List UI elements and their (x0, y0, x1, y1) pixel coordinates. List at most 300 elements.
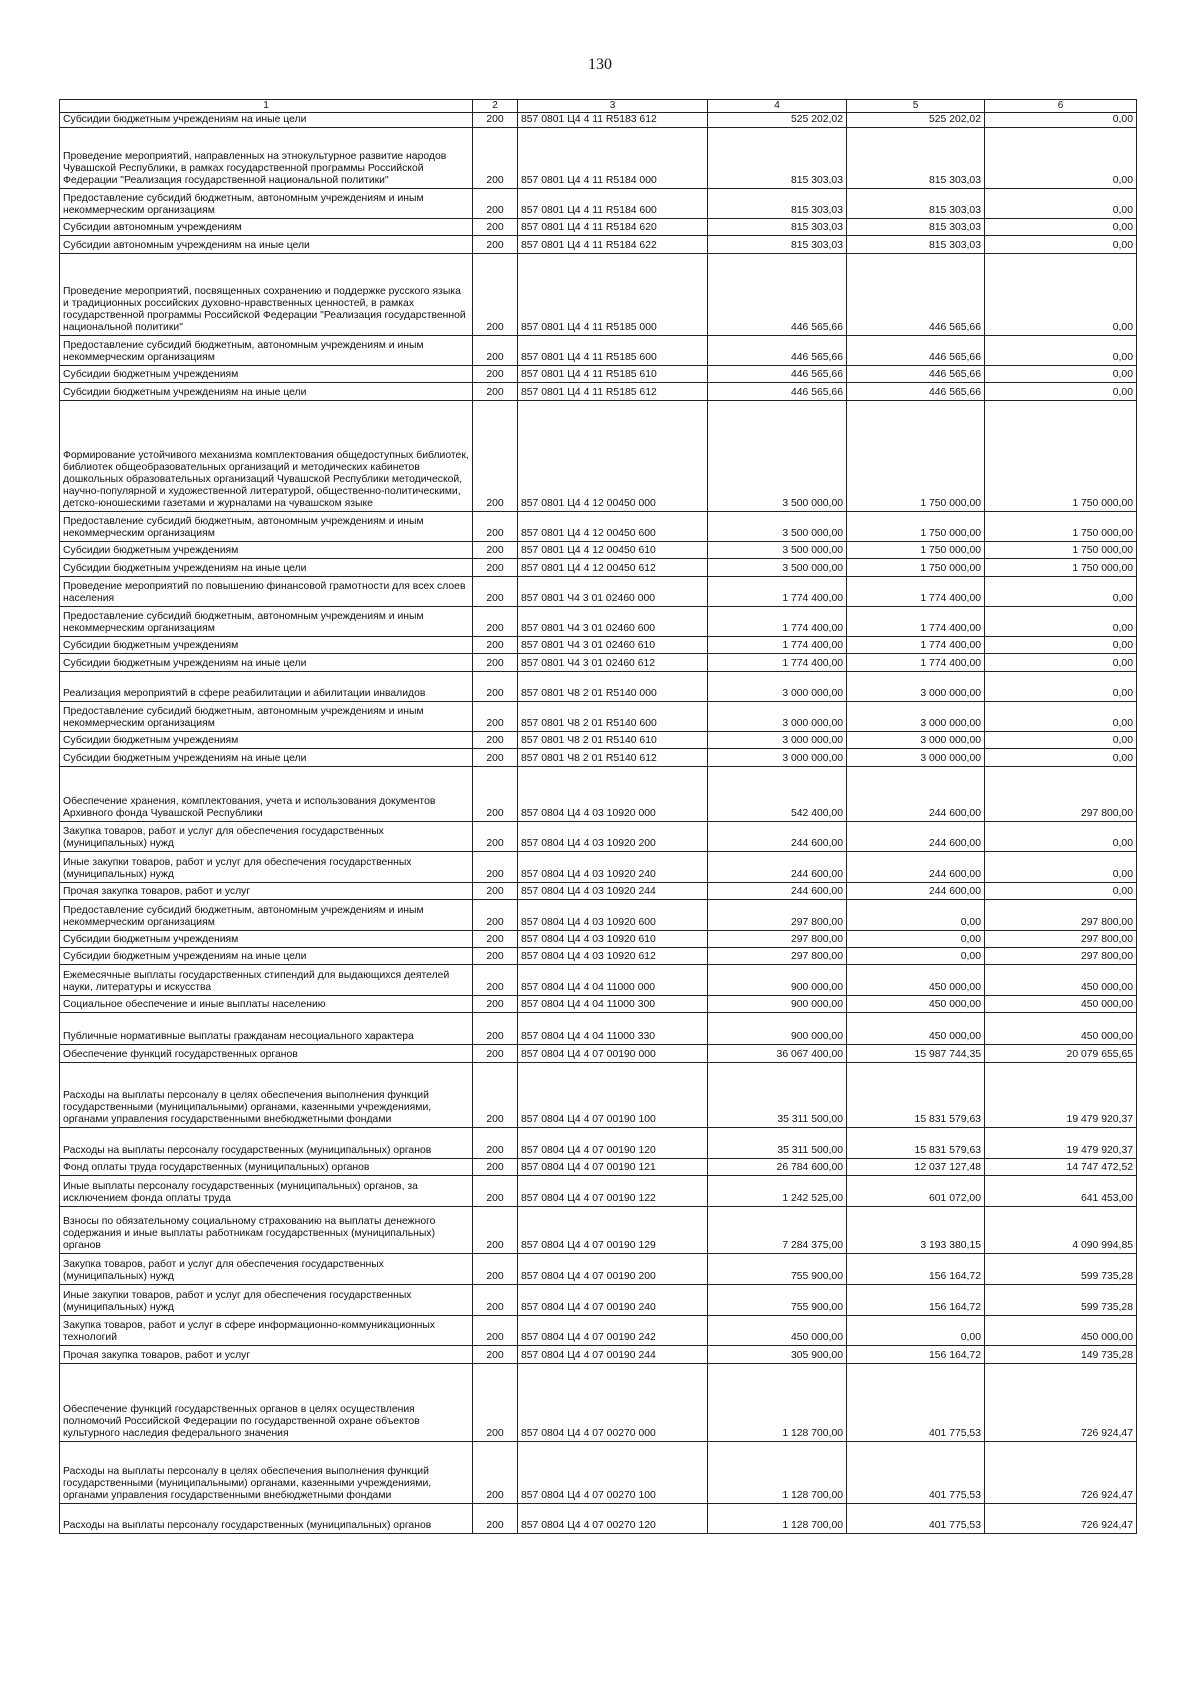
table-row (60, 948, 1137, 965)
amount-col4: 450 000,00 (708, 1316, 847, 1346)
source-code: 200 (473, 654, 518, 672)
amount-col6: 0,00 (985, 189, 1137, 219)
item-name: Предоставление субсидий бюджетным, автономным учреждениям и иным некоммерческим организациям (60, 512, 473, 542)
item-name: Предоставление субсидий бюджетным, автономным учреждениям и иным некоммерческим организациям (60, 702, 473, 732)
item-name: Ежемесячные выплаты государственных стипендий для выдающихся деятелей науки, литературы и искусства (60, 965, 473, 996)
source-code: 200 (473, 1207, 518, 1254)
item-name: Прочая закупка товаров, работ и услуг (60, 883, 473, 900)
table-row (60, 1063, 1137, 1128)
item-name: Закупка товаров, работ и услуг в сфере информационно-коммуникационных технологий (60, 1316, 473, 1346)
source-code: 200 (473, 559, 518, 577)
classification-code: 857 0804 Ц4 4 07 00190 100 (518, 1063, 708, 1128)
amount-col4: 446 565,66 (708, 366, 847, 383)
classification-code: 857 0801 Ц4 4 12 00450 600 (518, 512, 708, 542)
amount-col5: 601 072,00 (847, 1176, 985, 1207)
source-code: 200 (473, 366, 518, 383)
item-name: Расходы на выплаты персоналу государственных (муниципальных) органов (60, 1504, 473, 1534)
item-name: Субсидии бюджетным учреждениям на иные цели (60, 383, 473, 401)
source-code: 200 (473, 1346, 518, 1364)
source-code: 200 (473, 542, 518, 559)
source-code: 200 (473, 931, 518, 948)
amount-col5: 525 202,02 (847, 113, 985, 128)
item-name: Субсидии автономным учреждениям (60, 219, 473, 236)
table-row (60, 1346, 1137, 1364)
amount-col5: 1 750 000,00 (847, 559, 985, 577)
amount-col5: 1 774 400,00 (847, 577, 985, 607)
item-name: Расходы на выплаты персоналу государственных (муниципальных) органов (60, 1128, 473, 1159)
source-code: 200 (473, 383, 518, 401)
column-header-4: 4 (708, 100, 847, 113)
amount-col5: 446 565,66 (847, 336, 985, 366)
source-code: 200 (473, 672, 518, 702)
classification-code: 857 0804 Ц4 4 03 10920 240 (518, 852, 708, 883)
amount-col4: 35 311 500,00 (708, 1128, 847, 1159)
amount-col6: 0,00 (985, 637, 1137, 654)
item-name: Фонд оплаты труда государственных (муниципальных) органов (60, 1159, 473, 1176)
classification-code: 857 0804 Ц4 4 03 10920 000 (518, 767, 708, 822)
item-name: Расходы на выплаты персоналу в целях обеспечения выполнения функций государственными (муниципальными) органами, казенными учреждениями, органами управления государственными внебюджетными фондами (60, 1063, 473, 1128)
amount-col6: 0,00 (985, 113, 1137, 128)
amount-col6: 0,00 (985, 672, 1137, 702)
classification-code: 857 0801 Ц4 4 11 R5183 612 (518, 113, 708, 128)
table-row (60, 996, 1137, 1013)
amount-col6: 0,00 (985, 883, 1137, 900)
table-row (60, 702, 1137, 732)
amount-col4: 1 128 700,00 (708, 1442, 847, 1504)
amount-col5: 0,00 (847, 900, 985, 931)
amount-col4: 525 202,02 (708, 113, 847, 128)
table-row (60, 1013, 1137, 1045)
source-code: 200 (473, 236, 518, 254)
amount-col4: 815 303,03 (708, 128, 847, 189)
item-name: Субсидии автономным учреждениям на иные цели (60, 236, 473, 254)
item-name: Закупка товаров, работ и услуг для обеспечения государственных (муниципальных) нужд (60, 1254, 473, 1285)
classification-code: 857 0804 Ц4 4 07 00270 120 (518, 1504, 708, 1534)
source-code: 200 (473, 702, 518, 732)
page-number: 130 (588, 56, 612, 73)
source-code: 200 (473, 219, 518, 236)
amount-col4: 3 500 000,00 (708, 401, 847, 512)
amount-col4: 3 500 000,00 (708, 542, 847, 559)
amount-col6: 297 800,00 (985, 900, 1137, 931)
source-code: 200 (473, 822, 518, 852)
amount-col6: 450 000,00 (985, 1316, 1137, 1346)
source-code: 200 (473, 900, 518, 931)
amount-col5: 156 164,72 (847, 1285, 985, 1316)
amount-col5: 15 987 744,35 (847, 1045, 985, 1063)
amount-col6: 599 735,28 (985, 1285, 1137, 1316)
table-row (60, 852, 1137, 883)
amount-col4: 446 565,66 (708, 383, 847, 401)
source-code: 200 (473, 1316, 518, 1346)
source-code: 200 (473, 128, 518, 189)
table-row (60, 883, 1137, 900)
amount-col6: 1 750 000,00 (985, 512, 1137, 542)
classification-code: 857 0804 Ц4 4 03 10920 244 (518, 883, 708, 900)
classification-code: 857 0804 Ц4 4 03 10920 612 (518, 948, 708, 965)
amount-col5: 3 000 000,00 (847, 732, 985, 749)
classification-code: 857 0804 Ц4 4 07 00190 121 (518, 1159, 708, 1176)
column-header-6: 6 (985, 100, 1137, 113)
classification-code: 857 0801 Ц4 4 11 R5184 000 (518, 128, 708, 189)
classification-code: 857 0801 Ц4 4 11 R5184 600 (518, 189, 708, 219)
classification-code: 857 0801 Ч4 3 01 02460 612 (518, 654, 708, 672)
table-row (60, 401, 1137, 512)
source-code: 200 (473, 1013, 518, 1045)
item-name: Субсидии бюджетным учреждениям (60, 732, 473, 749)
item-name: Иные выплаты персоналу государственных (муниципальных) органов, за исключением фонда оплаты труда (60, 1176, 473, 1207)
amount-col6: 0,00 (985, 702, 1137, 732)
amount-col5: 1 774 400,00 (847, 607, 985, 637)
amount-col4: 7 284 375,00 (708, 1207, 847, 1254)
source-code: 200 (473, 749, 518, 767)
amount-col4: 900 000,00 (708, 965, 847, 996)
classification-code: 857 0801 Ц4 4 11 R5184 622 (518, 236, 708, 254)
amount-col5: 244 600,00 (847, 767, 985, 822)
source-code: 200 (473, 1176, 518, 1207)
source-code: 200 (473, 767, 518, 822)
table-row (60, 336, 1137, 366)
table-row (60, 1504, 1137, 1534)
amount-col5: 3 000 000,00 (847, 749, 985, 767)
source-code: 200 (473, 996, 518, 1013)
amount-col6: 0,00 (985, 577, 1137, 607)
amount-col5: 1 750 000,00 (847, 512, 985, 542)
amount-col4: 3 000 000,00 (708, 672, 847, 702)
table-row (60, 1045, 1137, 1063)
classification-code: 857 0804 Ц4 4 04 11000 300 (518, 996, 708, 1013)
amount-col5: 815 303,03 (847, 189, 985, 219)
amount-col5: 244 600,00 (847, 822, 985, 852)
source-code: 200 (473, 1504, 518, 1534)
amount-col4: 297 800,00 (708, 948, 847, 965)
classification-code: 857 0804 Ц4 4 03 10920 200 (518, 822, 708, 852)
amount-col6: 1 750 000,00 (985, 401, 1137, 512)
source-code: 200 (473, 113, 518, 128)
classification-code: 857 0801 Ц4 4 11 R5185 610 (518, 366, 708, 383)
table-row (60, 1316, 1137, 1346)
classification-code: 857 0801 Ц4 4 11 R5185 612 (518, 383, 708, 401)
amount-col6: 0,00 (985, 749, 1137, 767)
amount-col5: 1 750 000,00 (847, 542, 985, 559)
item-name: Предоставление субсидий бюджетным, автономным учреждениям и иным некоммерческим организациям (60, 336, 473, 366)
amount-col5: 244 600,00 (847, 883, 985, 900)
source-code: 200 (473, 1364, 518, 1442)
amount-col5: 3 000 000,00 (847, 702, 985, 732)
amount-col4: 26 784 600,00 (708, 1159, 847, 1176)
amount-col5: 244 600,00 (847, 852, 985, 883)
table-row (60, 732, 1137, 749)
source-code: 200 (473, 637, 518, 654)
amount-col5: 1 774 400,00 (847, 654, 985, 672)
amount-col4: 35 311 500,00 (708, 1063, 847, 1128)
classification-code: 857 0804 Ц4 4 07 00190 244 (518, 1346, 708, 1364)
amount-col5: 401 775,53 (847, 1442, 985, 1504)
table-row (60, 1254, 1137, 1285)
header-row (60, 100, 1137, 113)
classification-code: 857 0804 Ц4 4 07 00190 000 (518, 1045, 708, 1063)
amount-col5: 12 037 127,48 (847, 1159, 985, 1176)
column-header-3: 3 (518, 100, 708, 113)
amount-col5: 450 000,00 (847, 1013, 985, 1045)
table-row (60, 219, 1137, 236)
item-name: Предоставление субсидий бюджетным, автономным учреждениям и иным некоммерческим организациям (60, 607, 473, 637)
classification-code: 857 0804 Ц4 4 03 10920 610 (518, 931, 708, 948)
source-code: 200 (473, 883, 518, 900)
item-name: Предоставление субсидий бюджетным, автономным учреждениям и иным некоммерческим организациям (60, 189, 473, 219)
amount-col4: 755 900,00 (708, 1254, 847, 1285)
amount-col5: 815 303,03 (847, 219, 985, 236)
classification-code: 857 0804 Ц4 4 07 00270 000 (518, 1364, 708, 1442)
amount-col4: 815 303,03 (708, 219, 847, 236)
item-name: Субсидии бюджетным учреждениям (60, 366, 473, 383)
item-name: Прочая закупка товаров, работ и услуг (60, 1346, 473, 1364)
amount-col6: 20 079 655,65 (985, 1045, 1137, 1063)
classification-code: 857 0804 Ц4 4 04 11000 000 (518, 965, 708, 996)
table-row (60, 366, 1137, 383)
amount-col4: 244 600,00 (708, 883, 847, 900)
table-row (60, 113, 1137, 128)
amount-col4: 446 565,66 (708, 254, 847, 336)
table-row (60, 383, 1137, 401)
table-row (60, 254, 1137, 336)
amount-col6: 0,00 (985, 383, 1137, 401)
amount-col4: 3 500 000,00 (708, 559, 847, 577)
amount-col5: 446 565,66 (847, 254, 985, 336)
amount-col6: 4 090 994,85 (985, 1207, 1137, 1254)
amount-col6: 1 750 000,00 (985, 542, 1137, 559)
column-header-5: 5 (847, 100, 985, 113)
amount-col5: 1 750 000,00 (847, 401, 985, 512)
source-code: 200 (473, 1254, 518, 1285)
table-row (60, 767, 1137, 822)
table-row (60, 749, 1137, 767)
item-name: Закупка товаров, работ и услуг для обеспечения государственных (муниципальных) нужд (60, 822, 473, 852)
table-row (60, 1128, 1137, 1159)
amount-col5: 3 000 000,00 (847, 672, 985, 702)
table-row (60, 654, 1137, 672)
classification-code: 857 0804 Ц4 4 07 00190 242 (518, 1316, 708, 1346)
amount-col5: 15 831 579,63 (847, 1063, 985, 1128)
amount-col4: 297 800,00 (708, 900, 847, 931)
source-code: 200 (473, 189, 518, 219)
amount-col4: 1 242 525,00 (708, 1176, 847, 1207)
classification-code: 857 0801 Ц4 4 12 00450 612 (518, 559, 708, 577)
item-name: Обеспечение хранения, комплектования, учета и использования документов Архивного фонда Чувашской Республики (60, 767, 473, 822)
item-name: Проведение мероприятий по повышению финансовой грамотности для всех слоев населения (60, 577, 473, 607)
table-row (60, 1285, 1137, 1316)
amount-col4: 1 774 400,00 (708, 577, 847, 607)
amount-col6: 0,00 (985, 236, 1137, 254)
amount-col4: 305 900,00 (708, 1346, 847, 1364)
amount-col5: 815 303,03 (847, 128, 985, 189)
amount-col6: 0,00 (985, 822, 1137, 852)
item-name: Публичные нормативные выплаты гражданам несоциального характера (60, 1013, 473, 1045)
amount-col4: 3 000 000,00 (708, 749, 847, 767)
table-row (60, 931, 1137, 948)
amount-col5: 450 000,00 (847, 965, 985, 996)
amount-col4: 3 000 000,00 (708, 732, 847, 749)
item-name: Субсидии бюджетным учреждениям на иные цели (60, 749, 473, 767)
amount-col5: 0,00 (847, 1316, 985, 1346)
table-row (60, 559, 1137, 577)
amount-col4: 1 774 400,00 (708, 637, 847, 654)
amount-col5: 156 164,72 (847, 1254, 985, 1285)
amount-col4: 1 128 700,00 (708, 1364, 847, 1442)
table-row (60, 672, 1137, 702)
amount-col6: 0,00 (985, 732, 1137, 749)
item-name: Субсидии бюджетным учреждениям на иные цели (60, 654, 473, 672)
amount-col5: 156 164,72 (847, 1346, 985, 1364)
column-header-2: 2 (473, 100, 518, 113)
source-code: 200 (473, 1063, 518, 1128)
amount-col4: 244 600,00 (708, 852, 847, 883)
amount-col4: 36 067 400,00 (708, 1045, 847, 1063)
table-row (60, 236, 1137, 254)
table-row (60, 607, 1137, 637)
classification-code: 857 0801 Ч4 3 01 02460 600 (518, 607, 708, 637)
amount-col5: 0,00 (847, 948, 985, 965)
table-row (60, 822, 1137, 852)
item-name: Иные закупки товаров, работ и услуг для обеспечения государственных (муниципальных) нужд (60, 1285, 473, 1316)
amount-col4: 755 900,00 (708, 1285, 847, 1316)
source-code: 200 (473, 1442, 518, 1504)
amount-col6: 19 479 920,37 (985, 1063, 1137, 1128)
amount-col5: 15 831 579,63 (847, 1128, 985, 1159)
item-name: Социальное обеспечение и иные выплаты населению (60, 996, 473, 1013)
classification-code: 857 0801 Ч4 3 01 02460 000 (518, 577, 708, 607)
amount-col5: 1 774 400,00 (847, 637, 985, 654)
amount-col6: 1 750 000,00 (985, 559, 1137, 577)
source-code: 200 (473, 852, 518, 883)
classification-code: 857 0804 Ц4 4 07 00190 120 (518, 1128, 708, 1159)
amount-col4: 815 303,03 (708, 236, 847, 254)
table-row (60, 1364, 1137, 1442)
classification-code: 857 0801 Ц4 4 11 R5184 620 (518, 219, 708, 236)
item-name: Расходы на выплаты персоналу в целях обеспечения выполнения функций государственными (муниципальными) органами, казенными учреждениями, органами управления государственными внебюджетными фондами (60, 1442, 473, 1504)
classification-code: 857 0804 Ц4 4 04 11000 330 (518, 1013, 708, 1045)
classification-code: 857 0801 Ц4 4 12 00450 000 (518, 401, 708, 512)
amount-col5: 446 565,66 (847, 383, 985, 401)
amount-col5: 3 193 380,15 (847, 1207, 985, 1254)
classification-code: 857 0801 Ч8 2 01 R5140 000 (518, 672, 708, 702)
source-code: 200 (473, 965, 518, 996)
source-code: 200 (473, 254, 518, 336)
amount-col6: 450 000,00 (985, 965, 1137, 996)
amount-col6: 0,00 (985, 254, 1137, 336)
table-row (60, 128, 1137, 189)
classification-code: 857 0801 Ч4 3 01 02460 610 (518, 637, 708, 654)
amount-col4: 542 400,00 (708, 767, 847, 822)
amount-col6: 0,00 (985, 128, 1137, 189)
amount-col6: 0,00 (985, 852, 1137, 883)
amount-col5: 450 000,00 (847, 996, 985, 1013)
table-body (60, 113, 1137, 1534)
table-row (60, 1176, 1137, 1207)
amount-col6: 726 924,47 (985, 1442, 1137, 1504)
amount-col4: 900 000,00 (708, 996, 847, 1013)
item-name: Субсидии бюджетным учреждениям на иные цели (60, 948, 473, 965)
amount-col6: 0,00 (985, 366, 1137, 383)
item-name: Реализация мероприятий в сфере реабилитации и абилитации инвалидов (60, 672, 473, 702)
amount-col6: 14 747 472,52 (985, 1159, 1137, 1176)
item-name: Субсидии бюджетным учреждениям (60, 931, 473, 948)
table-row (60, 577, 1137, 607)
table-row (60, 637, 1137, 654)
source-code: 200 (473, 732, 518, 749)
item-name: Субсидии бюджетным учреждениям на иные цели (60, 559, 473, 577)
item-name: Проведение мероприятий, посвященных сохранению и поддержке русского языка и традиционных российских духовно-нравственных ценностей, в рамках государственной программы Российской Федерации "Реализация государственной национальной политики" (60, 254, 473, 336)
amount-col4: 3 500 000,00 (708, 512, 847, 542)
item-name: Субсидии бюджетным учреждениям на иные цели (60, 113, 473, 128)
source-code: 200 (473, 512, 518, 542)
item-name: Формирование устойчивого механизма комплектования общедоступных библиотек, библиотек общеобразовательных организаций и методических кабинетов дошкольных образовательных организаций Чувашской Республики методической, научно-популярной и художественной литературой, общественно-политическими, детско-юношескими газетами и журналами на чувашском языке (60, 401, 473, 512)
amount-col4: 1 774 400,00 (708, 654, 847, 672)
amount-col6: 450 000,00 (985, 996, 1137, 1013)
item-name: Предоставление субсидий бюджетным, автономным учреждениям и иным некоммерческим организациям (60, 900, 473, 931)
source-code: 200 (473, 401, 518, 512)
amount-col4: 1 774 400,00 (708, 607, 847, 637)
amount-col6: 297 800,00 (985, 931, 1137, 948)
item-name: Проведение мероприятий, направленных на этнокультурное развитие народов Чувашской Республики, в рамках государственной программы Российской Федерации "Реализация государственной национальной политики" (60, 128, 473, 189)
table-row (60, 512, 1137, 542)
table-row (60, 1207, 1137, 1254)
table-row (60, 1159, 1137, 1176)
classification-code: 857 0801 Ц4 4 11 R5185 000 (518, 254, 708, 336)
classification-code: 857 0801 Ц4 4 12 00450 610 (518, 542, 708, 559)
amount-col5: 446 565,66 (847, 366, 985, 383)
amount-col4: 815 303,03 (708, 189, 847, 219)
item-name: Субсидии бюджетным учреждениям (60, 542, 473, 559)
amount-col6: 297 800,00 (985, 767, 1137, 822)
amount-col6: 641 453,00 (985, 1176, 1137, 1207)
amount-col4: 900 000,00 (708, 1013, 847, 1045)
column-header-1: 1 (60, 100, 473, 113)
item-name: Взносы по обязательному социальному страхованию на выплаты денежного содержания и иные выплаты работникам государственных (муниципальных) органов (60, 1207, 473, 1254)
source-code: 200 (473, 1159, 518, 1176)
source-code: 200 (473, 607, 518, 637)
classification-code: 857 0804 Ц4 4 07 00270 100 (518, 1442, 708, 1504)
table-row (60, 542, 1137, 559)
amount-col4: 3 000 000,00 (708, 702, 847, 732)
amount-col6: 0,00 (985, 219, 1137, 236)
classification-code: 857 0804 Ц4 4 07 00190 200 (518, 1254, 708, 1285)
amount-col6: 450 000,00 (985, 1013, 1137, 1045)
amount-col5: 0,00 (847, 931, 985, 948)
table-header (60, 100, 1137, 113)
amount-col6: 726 924,47 (985, 1364, 1137, 1442)
table-row (60, 900, 1137, 931)
classification-code: 857 0804 Ц4 4 07 00190 240 (518, 1285, 708, 1316)
source-code: 200 (473, 948, 518, 965)
amount-col6: 0,00 (985, 336, 1137, 366)
item-name: Субсидии бюджетным учреждениям (60, 637, 473, 654)
amount-col4: 297 800,00 (708, 931, 847, 948)
classification-code: 857 0801 Ч8 2 01 R5140 612 (518, 749, 708, 767)
amount-col6: 0,00 (985, 654, 1137, 672)
amount-col5: 401 775,53 (847, 1504, 985, 1534)
amount-col6: 149 735,28 (985, 1346, 1137, 1364)
budget-table (59, 99, 1137, 1534)
classification-code: 857 0801 Ч8 2 01 R5140 610 (518, 732, 708, 749)
amount-col5: 815 303,03 (847, 236, 985, 254)
classification-code: 857 0804 Ц4 4 07 00190 122 (518, 1176, 708, 1207)
table-row (60, 189, 1137, 219)
source-code: 200 (473, 577, 518, 607)
item-name: Обеспечение функций государственных органов в целях осуществления полномочий Российской Федерации по государственной охране объектов культурного наследия федерального значения (60, 1364, 473, 1442)
amount-col6: 297 800,00 (985, 948, 1137, 965)
table-row (60, 965, 1137, 996)
